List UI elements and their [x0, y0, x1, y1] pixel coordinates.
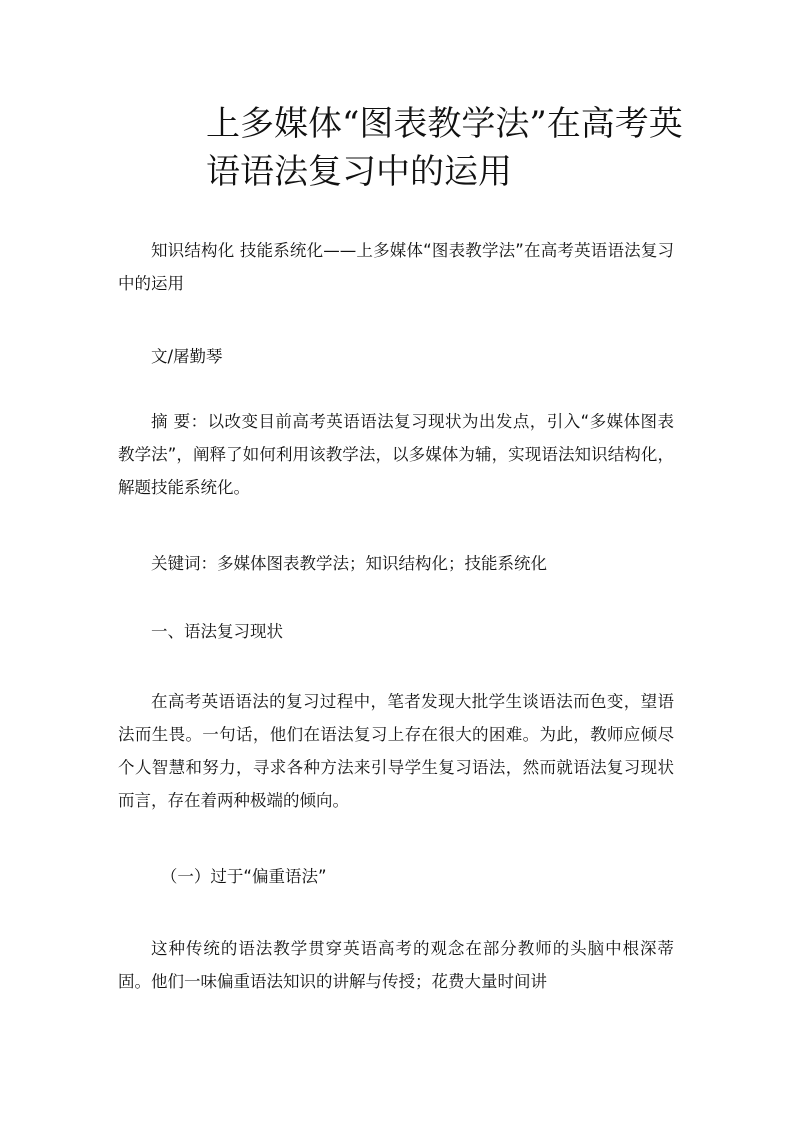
subtitle-paragraph: 知识结构化 技能系统化——上多媒体“图表教学法”在高考英语语法复习中的运用 [118, 241, 674, 293]
author-line: 文/屠勤琴 [151, 347, 223, 366]
document-title: 上多媒体“图表教学法”在高考英语语法复习中的运用 [206, 104, 683, 192]
keywords-line: 关键词：多媒体图表教学法；知识结构化；技能系统化 [151, 554, 547, 573]
subsection-body-paragraph: 这种传统的语法教学贯穿英语高考的观念在部分教师的头脑中根深蒂固。他们一味偏重语法知识的讲解与传授；花费大量时间讲 [118, 939, 674, 991]
section-body-paragraph: 在高考英语语法的复习过程中，笔者发现大批学生谈语法而色变，望语法而生畏。一句话，他们在语法复习上存在很大的困难。为此，教师应倾尽个人智慧和努力，寻求各种方法来引导学生复习语法，然而就语法复习现状而言，存在着两种极端的倾向。 [118, 692, 674, 810]
abstract-paragraph: 摘 要：以改变目前高考英语语法复习现状为出发点，引入“多媒体图表教学法”，阐释了如何利用该教学法，以多媒体为辅，实现语法知识结构化，解题技能系统化。 [118, 412, 674, 497]
subsection-heading: （一）过于“偏重语法” [160, 867, 327, 886]
section-heading: 一、语法复习现状 [151, 622, 283, 641]
